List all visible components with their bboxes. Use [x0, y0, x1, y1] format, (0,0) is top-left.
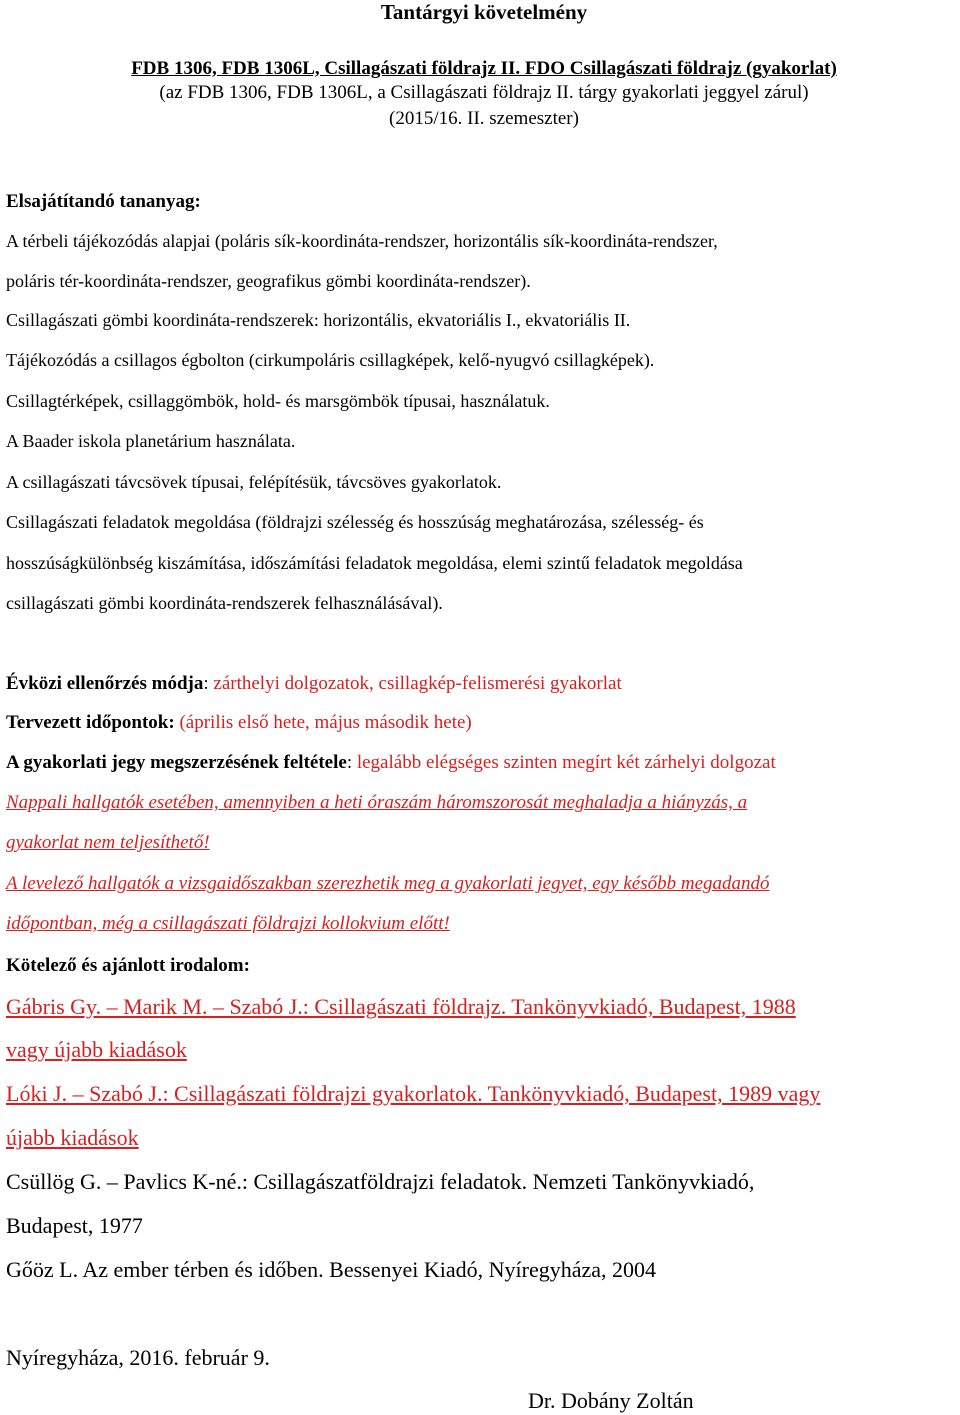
literature-heading: Kötelező és ajánlott irodalom: [6, 955, 250, 976]
material-heading: Elsajátítandó tananyag: [6, 191, 201, 212]
material-line: poláris tér-koordináta-rendszer, geografikus gömbi koordináta-rendszer). [6, 271, 531, 291]
material-line: Csillagtérképek, csillaggömbök, hold- és marsgömbök típusai, használatuk. [6, 391, 550, 411]
note-line: Nappali hallgatók esetében, amennyiben a heti óraszám háromszorosát meghaladja a hiányzás, a [6, 792, 748, 813]
course-subtitle-1: (az FDB 1306, FDB 1306L, a Csillagászati földrajz II. tárgy gyakorlati jeggyel zárul) [159, 82, 809, 103]
dates-label: Tervezett időpontok: [6, 712, 175, 733]
note-line: időpontban, még a csillagászati földrajzi kollokvium előtt! [6, 913, 450, 934]
requirement-row [6, 752, 776, 774]
material-line: A térbeli tájékozódás alapjai (poláris sík-koordináta-rendszer, horizontális sík-koordináta-rendszer, [6, 231, 718, 251]
material-line: hosszúságkülönbség kiszámítása, időszámítási feladatok megoldása, elemi szintű feladatok megoldása [6, 553, 743, 573]
material-line: csillagászati gömbi koordináta-rendszerek felhasználásával). [6, 593, 443, 613]
reference-line: Lóki J. – Szabó J.: Csillagászati földrajzi gyakorlatok. Tankönyvkiadó, Budapest, 1989 vagy [6, 1081, 821, 1106]
requirement-separator: : [346, 752, 357, 773]
course-subtitle-2: (2015/16. II. szemeszter) [389, 108, 579, 129]
reference-line: Budapest, 1977 [6, 1213, 143, 1238]
assessment-row [6, 673, 622, 695]
signature-name: Dr. Dobány Zoltán [528, 1388, 694, 1413]
place-date: Nyíregyháza, 2016. február 9. [6, 1345, 270, 1370]
requirement-label: A gyakorlati jegy megszerzésének feltétele [6, 752, 347, 773]
dates-value: (április első hete, május második hete) [174, 712, 472, 733]
reference-line: Gőöz L. Az ember térben és időben. Bessenyei Kiadó, Nyíregyháza, 2004 [6, 1257, 657, 1282]
page-title: Tantárgyi követelmény [380, 0, 588, 24]
dates-row [6, 712, 472, 734]
material-line: Csillagászati gömbi koordináta-rendszerek: horizontális, ekvatoriális I., ekvatoriális II. [6, 310, 631, 330]
course-codes-line: FDB 1306, FDB 1306L, Csillagászati földrajz II. FDO Csillagászati földrajz (gyakorlat) [131, 58, 837, 79]
assessment-value: zárthelyi dolgozatok, csillagkép-felismerési gyakorlat [213, 673, 622, 694]
material-line: A csillagászati távcsövek típusai, felépítésük, távcsöves gyakorlatok. [6, 472, 502, 492]
note-line: A levelező hallgatók a vizsgaidőszakban szerezhetik meg a gyakorlati jegyet, egy később megadandó [6, 873, 770, 894]
reference-line: Csüllög G. – Pavlics K-né.: Csillagászatföldrajzi feladatok. Nemzeti Tankönyvkiadó, [6, 1169, 755, 1194]
reference-line: vagy újabb kiadások [6, 1037, 187, 1062]
material-line: Tájékozódás a csillagos égbolton (cirkumpoláris csillagképek, kelő-nyugvó csillagképek). [6, 350, 655, 370]
reference-line: Gábris Gy. – Marik M. – Szabó J.: Csillagászati földrajz. Tankönyvkiadó, Budapest, 1988 [6, 994, 796, 1019]
assessment-separator: : [203, 673, 214, 694]
requirement-value: legalább elégséges szinten megírt két zárhelyi dolgozat [356, 752, 776, 773]
reference-line: újabb kiadások [6, 1125, 139, 1150]
assessment-label: Évközi ellenőrzés módja [6, 673, 204, 694]
material-line: A Baader iskola planetárium használata. [6, 431, 296, 451]
material-line: Csillagászati feladatok megoldása (földrajzi szélesség és hosszúság meghatározása, szélesség- és [6, 512, 704, 532]
note-line: gyakorlat nem teljesíthető! [6, 832, 210, 853]
